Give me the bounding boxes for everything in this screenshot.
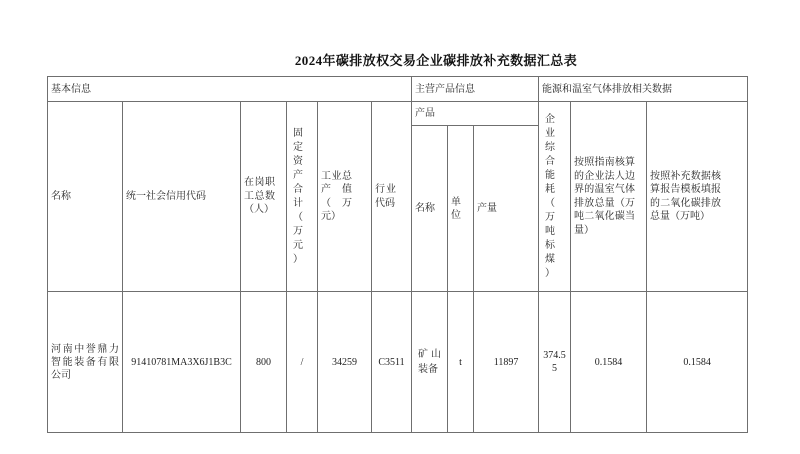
cell-industry-code: C3511	[372, 292, 412, 433]
header-product-name: 名称	[412, 126, 448, 292]
header-co2-total-supplementary: 按照补充数据核算报告模板填报的二氧化碳排放总量（万吨）	[650, 170, 722, 222]
cell-fixed-assets: /	[287, 292, 318, 433]
product-subgroup-row	[48, 102, 748, 126]
header-ghg-total-guideline: 按照指南核算的企业法人边界的温室气体排放总量（万吨二氧化碳当量）	[574, 157, 636, 236]
header-employees: 在岗职工总数（人）	[244, 177, 275, 216]
header-energy-consumption: 企业综合能耗（万吨标煤）	[545, 113, 556, 279]
cell-credit-code: 91410781MA3X6J1B3C	[123, 292, 241, 433]
cell-product-name: 矿山装备	[418, 349, 442, 375]
header-employees-cell	[241, 102, 287, 292]
cell-product-name-wrap	[412, 292, 448, 433]
cell-employees: 800	[241, 292, 287, 433]
header-industrial-output-cell	[318, 102, 372, 292]
cell-co2-total-supplementary: 0.1584	[647, 292, 748, 433]
cell-energy-consumption: 374.55	[539, 292, 571, 433]
header-unit: 单位	[448, 126, 474, 292]
table-row	[48, 292, 748, 433]
group-header-row	[48, 77, 748, 102]
group-main-product-info: 主营产品信息	[412, 77, 539, 102]
subgroup-product: 产品	[412, 102, 539, 126]
group-energy-ghg-data: 能源和温室气体排放相关数据	[539, 77, 748, 102]
header-industrial-output: 工业总产值（万元）	[321, 170, 352, 222]
cell-output: 11897	[474, 292, 539, 433]
header-company-name: 名称	[48, 102, 123, 292]
header-co2-total-supplementary-cell	[647, 102, 748, 292]
header-industry-code-cell	[372, 102, 412, 292]
cell-industrial-output: 34259	[318, 292, 372, 433]
cell-company-name: 河南中誉鼎力智能装备有限公司	[48, 292, 123, 433]
cell-unit: t	[448, 292, 474, 433]
header-output: 产量	[474, 126, 539, 292]
group-basic-info: 基本信息	[48, 77, 412, 102]
header-ghg-total-guideline-cell	[571, 102, 647, 292]
header-industry-code: 行业代码	[375, 184, 396, 209]
header-credit-code: 统一社会信用代码	[123, 102, 241, 292]
carbon-emission-summary-table	[47, 76, 748, 433]
header-fixed-assets: 固定资产合计（万元）	[293, 127, 303, 265]
cell-ghg-total-guideline: 0.1584	[571, 292, 647, 433]
header-fixed-assets-cell	[287, 102, 318, 292]
page-title: 2024年碳排放权交易企业碳排放补充数据汇总表	[294, 53, 578, 68]
header-energy-consumption-cell	[539, 102, 571, 292]
